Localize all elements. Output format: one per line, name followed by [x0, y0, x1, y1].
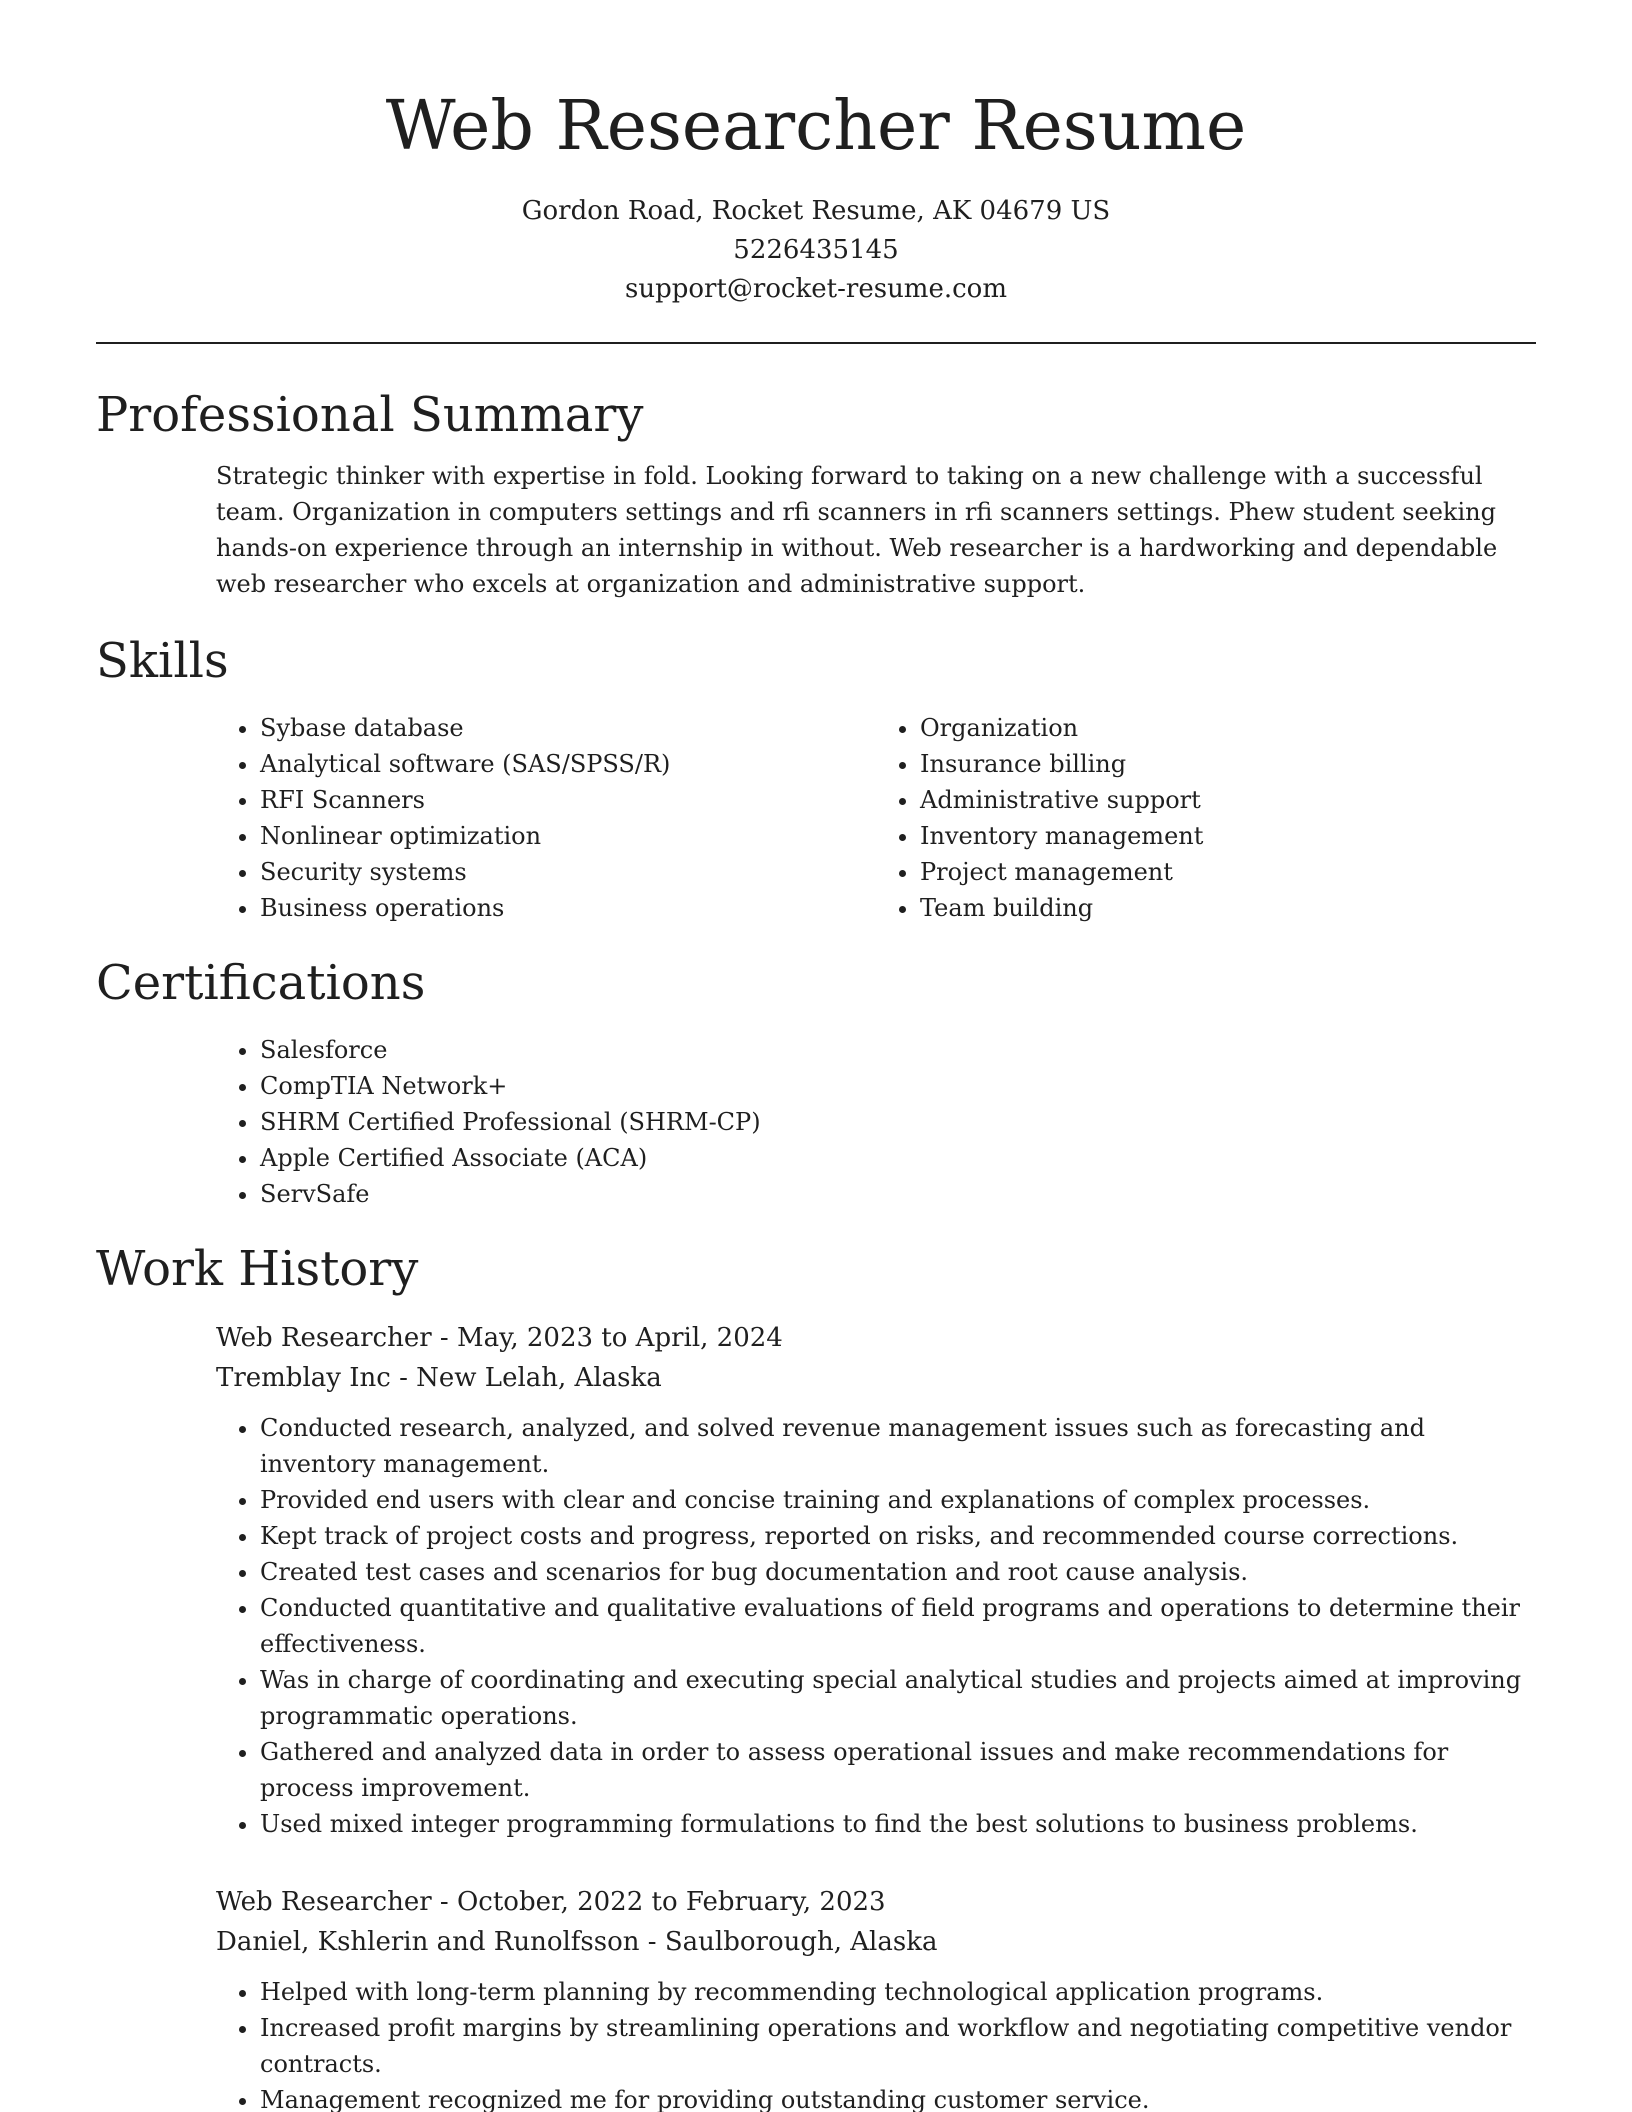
certification-item: • Salesforce [260, 1032, 1536, 1068]
job-bullet: • Helped with long-term planning by recommending technological application programs. [260, 1974, 1536, 2010]
summary-text: Strategic thinker with expertise in fold. Looking forward to taking on a new challenge with a successful team. Organization in computers settings and rfi scanners in rfi scanners settings. Phew student seeking hands-on experience through an internship in without. Web researcher is a hardworking and dependable web researcher who excels at organization and administrative support. [216, 462, 1498, 598]
job-bullet: • Increased profit margins by streamlining operations and workflow and negotiating competitive vendor contracts. [260, 2010, 1536, 2082]
skill-item: • Sybase database [260, 710, 876, 746]
skills-columns [216, 710, 1536, 926]
job-title-line: Web Researcher - October, 2022 to February, 2023 [216, 1887, 886, 1917]
job-dates: May, 2023 to April, 2024 [456, 1323, 783, 1353]
skill-item: • Project management [920, 854, 1536, 890]
job-bullet: • Conducted research, analyzed, and solved revenue management issues such as forecasting and inventory management. [260, 1410, 1536, 1482]
contact-phone: 5226435145 [733, 235, 899, 265]
skill-item: • Analytical software (SAS/SPSS/R) [260, 746, 876, 782]
job-bullet: • Gathered and analyzed data in order to assess operational issues and make recommendations for process improvement. [260, 1734, 1536, 1806]
job-company-line: Daniel, Kshlerin and Runolfsson - Saulborough, Alaska [216, 1927, 938, 1957]
skill-item: • Administrative support [920, 782, 1536, 818]
job-bullets [216, 1410, 1536, 1842]
contact-email: support@rocket-resume.com [624, 274, 1007, 304]
job-bullet: • Was in charge of coordinating and executing special analytical studies and projects aimed at improving programmatic operations. [260, 1662, 1536, 1734]
job-company: Daniel, Kshlerin and Runolfsson [216, 1927, 640, 1957]
job-bullet: • Conducted quantitative and qualitative evaluations of field programs and operations to determine their effectiveness. [260, 1590, 1536, 1662]
job-bullet: • Management recognized me for providing outstanding customer service. [260, 2082, 1536, 2112]
job-dates: October, 2022 to February, 2023 [456, 1887, 886, 1917]
header-divider [96, 342, 1536, 344]
skill-item: • Nonlinear optimization [260, 818, 876, 854]
skill-item: • Business operations [260, 890, 876, 926]
job-entry [216, 1882, 1536, 2112]
job-bullet: • Used mixed integer programming formulations to find the best solutions to business problems. [260, 1806, 1536, 1842]
contact-address: Gordon Road, Rocket Resume, AK 04679 US [521, 196, 1111, 226]
job-company-line: Tremblay Inc - New Lelah, Alaska [216, 1363, 662, 1393]
skill-item: • Inventory management [920, 818, 1536, 854]
certification-item: • ServSafe [260, 1176, 1536, 1212]
job-title: Web Researcher [216, 1323, 432, 1353]
certification-item: • SHRM Certified Professional (SHRM-CP) [260, 1104, 1536, 1140]
job-entry [216, 1318, 1536, 1842]
skill-item: • Team building [920, 890, 1536, 926]
certification-item: • Apple Certified Associate (ACA) [260, 1140, 1536, 1176]
skill-item: • RFI Scanners [260, 782, 876, 818]
contact-block [0, 192, 1632, 309]
resume-content [96, 380, 1536, 2112]
job-location: Saulborough, Alaska [664, 1927, 938, 1957]
skill-item: • Insurance billing [920, 746, 1536, 782]
job-bullet: • Kept track of project costs and progress, reported on risks, and recommended course corrections. [260, 1518, 1536, 1554]
work-history-heading: Work History [96, 1241, 419, 1297]
summary-heading: Professional Summary [96, 387, 644, 443]
resume-header [0, 0, 1632, 309]
job-title: Web Researcher [216, 1887, 432, 1917]
skills-heading: Skills [96, 633, 229, 689]
certifications-block [216, 1032, 1536, 1212]
job-location: New Lelah, Alaska [416, 1363, 662, 1393]
skill-item: • Organization [920, 710, 1536, 746]
certifications-list [216, 1032, 1536, 1212]
resume-title: Web Researcher Resume [385, 87, 1247, 166]
skills-list-right [876, 710, 1536, 926]
job-bullet: • Provided end users with clear and concise training and explanations of complex processes. [260, 1482, 1536, 1518]
job-title-line: Web Researcher - May, 2023 to April, 2024 [216, 1323, 783, 1353]
skill-item: • Security systems [260, 854, 876, 890]
job-company: Tremblay Inc [216, 1363, 391, 1393]
job-bullet: • Created test cases and scenarios for bug documentation and root cause analysis. [260, 1554, 1536, 1590]
job-bullets [216, 1974, 1536, 2112]
skills-list-left [216, 710, 876, 926]
certification-item: • CompTIA Network+ [260, 1068, 1536, 1104]
certifications-heading: Certifications [96, 955, 426, 1011]
